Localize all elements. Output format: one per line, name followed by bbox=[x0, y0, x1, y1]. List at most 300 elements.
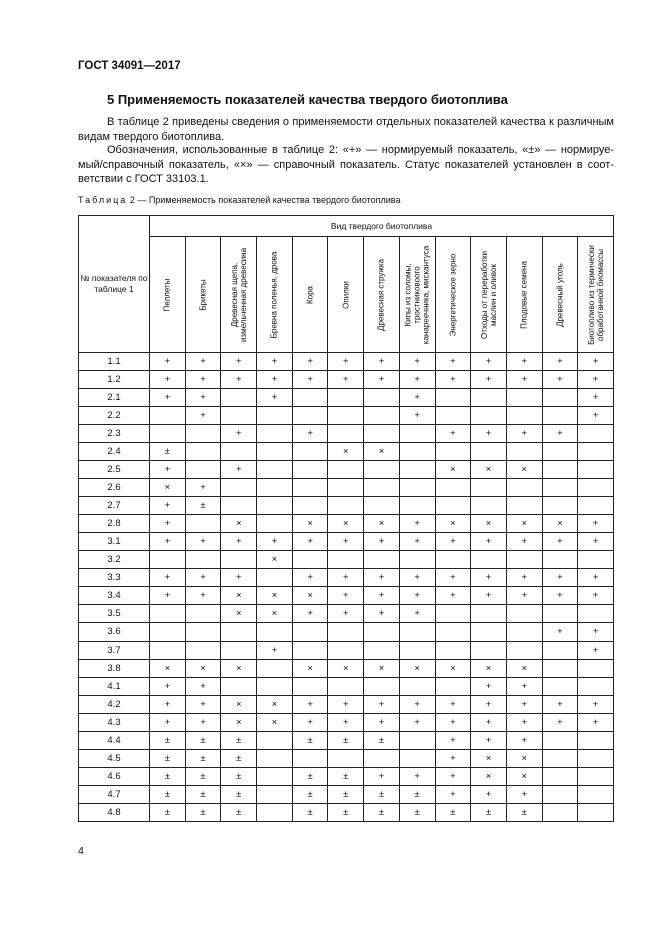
table-cell: + bbox=[506, 785, 542, 803]
table-cell: + bbox=[185, 389, 221, 407]
table-cell: + bbox=[542, 695, 578, 713]
table-cell: + bbox=[471, 695, 507, 713]
table-cell bbox=[542, 605, 578, 623]
table-cell bbox=[221, 479, 257, 497]
table-cell bbox=[257, 407, 293, 425]
table-cell: × bbox=[471, 749, 507, 767]
table-cell bbox=[257, 767, 293, 785]
table-cell: × bbox=[506, 749, 542, 767]
table-cell bbox=[399, 461, 435, 479]
table-cell bbox=[399, 623, 435, 641]
table-cell bbox=[257, 659, 293, 677]
table-cell bbox=[185, 641, 221, 659]
table-cell bbox=[364, 749, 400, 767]
table-cell: + bbox=[506, 371, 542, 389]
table-cell: + bbox=[185, 713, 221, 731]
table-row bbox=[79, 641, 614, 659]
table-cell: + bbox=[435, 767, 471, 785]
table-cell bbox=[471, 497, 507, 515]
table-cell: + bbox=[435, 713, 471, 731]
table-cell: × bbox=[221, 713, 257, 731]
section-title: 5 Применяемость показателей качества твердого биотоплива bbox=[107, 92, 508, 107]
table-cell bbox=[435, 605, 471, 623]
table-row bbox=[79, 713, 614, 731]
table-cell bbox=[221, 623, 257, 641]
table-cell bbox=[471, 623, 507, 641]
table-cell: ± bbox=[328, 803, 364, 821]
table-row bbox=[79, 461, 614, 479]
table-row bbox=[79, 353, 614, 371]
table-cell: + bbox=[221, 371, 257, 389]
table-cell: ± bbox=[364, 731, 400, 749]
table-cell bbox=[185, 605, 221, 623]
table-cell: + bbox=[471, 713, 507, 731]
column-header-label: Пеллеты bbox=[162, 278, 172, 311]
table-cell: + bbox=[150, 515, 186, 533]
table-cell: + bbox=[578, 713, 614, 731]
row-indicator-number: 3.8 bbox=[79, 659, 150, 677]
row-indicator-number: 3.6 bbox=[79, 623, 150, 641]
table-cell bbox=[435, 641, 471, 659]
table-cell: + bbox=[542, 371, 578, 389]
table-cell bbox=[185, 623, 221, 641]
row-indicator-number: 4.6 bbox=[79, 767, 150, 785]
table-cell: + bbox=[185, 695, 221, 713]
table-cell: + bbox=[578, 533, 614, 551]
paragraph-notation: Обозначения, использованные в таблице 2: «+» — нормируемый показатель, «±» — нормируе-мый/справочный показатель, «×» — справочный показатель. Статус показателей установлен в соот-ветствии с ГОСТ 33103.1. bbox=[78, 144, 614, 185]
table-cell bbox=[435, 389, 471, 407]
table-cell bbox=[257, 497, 293, 515]
table-cell: + bbox=[435, 371, 471, 389]
table-cell: + bbox=[221, 353, 257, 371]
table-cell bbox=[292, 677, 328, 695]
table-cell: ± bbox=[364, 803, 400, 821]
table-cell: + bbox=[257, 389, 293, 407]
column-header bbox=[506, 237, 542, 353]
table-cell bbox=[399, 551, 435, 569]
table-cell: + bbox=[364, 605, 400, 623]
table-cell bbox=[542, 803, 578, 821]
table-cell bbox=[542, 659, 578, 677]
table-cell: + bbox=[435, 749, 471, 767]
table-cell: + bbox=[471, 533, 507, 551]
table-cell bbox=[435, 407, 471, 425]
table-cell: + bbox=[435, 695, 471, 713]
table-cell: ± bbox=[221, 803, 257, 821]
table-cell: × bbox=[257, 587, 293, 605]
table-cell bbox=[399, 497, 435, 515]
table-cell: + bbox=[506, 713, 542, 731]
table-cell bbox=[185, 515, 221, 533]
table-cell: + bbox=[185, 479, 221, 497]
table-cell: + bbox=[542, 587, 578, 605]
table-cell: + bbox=[471, 371, 507, 389]
table-cell bbox=[221, 407, 257, 425]
table-cell bbox=[328, 749, 364, 767]
table-cell: + bbox=[399, 533, 435, 551]
table-cell: × bbox=[399, 659, 435, 677]
table-cell: ± bbox=[150, 443, 186, 461]
table-cell: + bbox=[471, 677, 507, 695]
table-cell: + bbox=[292, 353, 328, 371]
table-cell bbox=[328, 677, 364, 695]
table-row bbox=[79, 551, 614, 569]
indicator-number-header: № показателя по таблице 1 bbox=[79, 216, 150, 353]
row-indicator-number: 4.1 bbox=[79, 677, 150, 695]
table-cell: + bbox=[471, 587, 507, 605]
table-cell: ± bbox=[185, 803, 221, 821]
table-cell: + bbox=[542, 533, 578, 551]
table-cell bbox=[399, 479, 435, 497]
table-cell bbox=[185, 425, 221, 443]
table-cell: × bbox=[435, 461, 471, 479]
table-cell: + bbox=[292, 569, 328, 587]
table-cell bbox=[542, 767, 578, 785]
table-row bbox=[79, 425, 614, 443]
table-cell: ± bbox=[328, 731, 364, 749]
table-cell: + bbox=[185, 353, 221, 371]
table-cell: + bbox=[506, 695, 542, 713]
table-cell bbox=[578, 785, 614, 803]
table-cell bbox=[292, 749, 328, 767]
table-cell: + bbox=[542, 353, 578, 371]
row-indicator-number: 3.1 bbox=[79, 533, 150, 551]
table-cell: ± bbox=[471, 803, 507, 821]
table-cell: ± bbox=[185, 497, 221, 515]
table-cell bbox=[435, 623, 471, 641]
table-cell: + bbox=[578, 695, 614, 713]
standard-number: ГОСТ 34091—2017 bbox=[78, 60, 181, 72]
table-cell bbox=[578, 731, 614, 749]
table-caption-text: 2 — Применяемость показателей качества твердого биотоплива bbox=[129, 195, 401, 205]
table-cell: + bbox=[578, 407, 614, 425]
table-cell bbox=[221, 551, 257, 569]
table-cell bbox=[542, 479, 578, 497]
table-cell: + bbox=[328, 695, 364, 713]
table-cell bbox=[399, 677, 435, 695]
table-cell: + bbox=[150, 695, 186, 713]
table-cell: + bbox=[364, 569, 400, 587]
table-row bbox=[79, 785, 614, 803]
table-cell bbox=[578, 659, 614, 677]
table-cell: + bbox=[364, 533, 400, 551]
table-cell: ± bbox=[150, 731, 186, 749]
row-indicator-number: 2.7 bbox=[79, 497, 150, 515]
table-cell: + bbox=[506, 569, 542, 587]
table-cell: × bbox=[471, 767, 507, 785]
table-cell: + bbox=[185, 407, 221, 425]
table-cell bbox=[221, 641, 257, 659]
table-row bbox=[79, 479, 614, 497]
table-row bbox=[79, 587, 614, 605]
table-cell: + bbox=[399, 569, 435, 587]
table-cell bbox=[364, 551, 400, 569]
table-cell: + bbox=[578, 641, 614, 659]
table-cell: + bbox=[292, 425, 328, 443]
table-cell bbox=[542, 641, 578, 659]
table-cell bbox=[471, 389, 507, 407]
table-cell: + bbox=[292, 371, 328, 389]
table-cell: × bbox=[221, 515, 257, 533]
table-cell bbox=[542, 731, 578, 749]
table-cell bbox=[328, 641, 364, 659]
table-cell bbox=[257, 425, 293, 443]
column-header-label: Древесная стружка bbox=[376, 258, 386, 331]
table-cell bbox=[257, 623, 293, 641]
column-header-label: Древесный уголь bbox=[555, 262, 565, 327]
table-cell: + bbox=[578, 389, 614, 407]
table-cell bbox=[578, 443, 614, 461]
table-row bbox=[79, 443, 614, 461]
row-indicator-number: 2.3 bbox=[79, 425, 150, 443]
table-cell: ± bbox=[150, 767, 186, 785]
table-cell: + bbox=[506, 587, 542, 605]
table-cell bbox=[328, 389, 364, 407]
table-cell: × bbox=[435, 515, 471, 533]
table-cell: + bbox=[435, 731, 471, 749]
table-cell: × bbox=[471, 659, 507, 677]
table-cell: + bbox=[150, 371, 186, 389]
table-cell: ± bbox=[221, 749, 257, 767]
table-cell: + bbox=[185, 587, 221, 605]
table-cell: × bbox=[506, 767, 542, 785]
table-cell bbox=[150, 623, 186, 641]
column-header bbox=[542, 237, 578, 353]
column-header-label: Отходы от переработки маслин и оливок bbox=[479, 250, 498, 339]
table-cell bbox=[257, 461, 293, 479]
table-cell bbox=[328, 623, 364, 641]
table-cell bbox=[578, 425, 614, 443]
table-cell: + bbox=[578, 587, 614, 605]
table-cell: × bbox=[471, 461, 507, 479]
table-cell: + bbox=[150, 353, 186, 371]
table-cell bbox=[328, 407, 364, 425]
table-cell bbox=[542, 389, 578, 407]
table-cell bbox=[292, 389, 328, 407]
table-cell bbox=[364, 497, 400, 515]
table-cell bbox=[542, 785, 578, 803]
column-header-label: Кипы из соломы, тростниковоого канареечника, мискантуса bbox=[403, 245, 431, 344]
table-cell bbox=[292, 479, 328, 497]
table-cell: + bbox=[257, 371, 293, 389]
table-cell: + bbox=[578, 623, 614, 641]
table-cell: + bbox=[292, 713, 328, 731]
table-cell: ± bbox=[399, 803, 435, 821]
table-cell: + bbox=[185, 533, 221, 551]
table-cell: ± bbox=[185, 731, 221, 749]
table-cell: × bbox=[257, 551, 293, 569]
table-cell: + bbox=[471, 425, 507, 443]
table-cell bbox=[578, 605, 614, 623]
table-cell: ± bbox=[292, 785, 328, 803]
table-cell bbox=[542, 407, 578, 425]
table-cell: ± bbox=[364, 785, 400, 803]
table-cell bbox=[506, 623, 542, 641]
table-cell: × bbox=[364, 515, 400, 533]
table-cell: + bbox=[257, 533, 293, 551]
row-indicator-number: 3.3 bbox=[79, 569, 150, 587]
table-cell: + bbox=[328, 587, 364, 605]
table-cell bbox=[471, 641, 507, 659]
table-cell: + bbox=[328, 371, 364, 389]
table-cell bbox=[221, 389, 257, 407]
table-cell bbox=[185, 443, 221, 461]
table-cell bbox=[257, 677, 293, 695]
table-cell: ± bbox=[221, 731, 257, 749]
table-cell: + bbox=[578, 569, 614, 587]
row-indicator-number: 3.7 bbox=[79, 641, 150, 659]
table-cell: + bbox=[221, 533, 257, 551]
table-cell: + bbox=[150, 713, 186, 731]
table-cell bbox=[435, 443, 471, 461]
table-cell bbox=[399, 731, 435, 749]
table-cell bbox=[364, 389, 400, 407]
table-cell: + bbox=[399, 713, 435, 731]
table-cell bbox=[328, 497, 364, 515]
table-cell: + bbox=[435, 425, 471, 443]
column-header-label: Биотопливо из термически обработанной биомассы bbox=[586, 244, 605, 345]
table-cell: × bbox=[506, 515, 542, 533]
table-row bbox=[79, 533, 614, 551]
table-cell bbox=[435, 497, 471, 515]
row-indicator-number: 4.5 bbox=[79, 749, 150, 767]
table-cell: + bbox=[328, 713, 364, 731]
paragraph-intro: В таблице 2 приведены сведения о применяемости отдельных показателей качества к различным видам твердого биотоплива. bbox=[78, 116, 614, 143]
biofuel-type-columns-row bbox=[79, 237, 614, 353]
table-cell bbox=[399, 749, 435, 767]
table-header-row bbox=[79, 216, 614, 237]
table-cell bbox=[364, 461, 400, 479]
table-cell: × bbox=[328, 443, 364, 461]
table-cell: + bbox=[578, 353, 614, 371]
table-cell: + bbox=[542, 425, 578, 443]
table-cell: ± bbox=[221, 785, 257, 803]
table-cell: × bbox=[221, 587, 257, 605]
table-cell: ± bbox=[221, 767, 257, 785]
table-cell bbox=[150, 641, 186, 659]
table-cell bbox=[399, 641, 435, 659]
table-cell: + bbox=[364, 353, 400, 371]
table-cell: + bbox=[435, 785, 471, 803]
table-cell: + bbox=[150, 677, 186, 695]
row-indicator-number: 2.8 bbox=[79, 515, 150, 533]
table-cell bbox=[364, 407, 400, 425]
table-cell bbox=[150, 425, 186, 443]
table-cell bbox=[292, 461, 328, 479]
table-cell bbox=[506, 389, 542, 407]
table-cell: + bbox=[150, 587, 186, 605]
applicability-table bbox=[78, 215, 614, 822]
table-cell: × bbox=[221, 695, 257, 713]
row-indicator-number: 3.2 bbox=[79, 551, 150, 569]
table-cell: + bbox=[578, 515, 614, 533]
table-cell: + bbox=[399, 407, 435, 425]
page-number: 4 bbox=[78, 845, 84, 857]
table-cell bbox=[578, 749, 614, 767]
table-cell bbox=[150, 407, 186, 425]
table-cell bbox=[506, 551, 542, 569]
table-row bbox=[79, 731, 614, 749]
column-header-label: Брикеты bbox=[198, 278, 208, 311]
table-cell: × bbox=[364, 659, 400, 677]
table-row bbox=[79, 569, 614, 587]
table-cell bbox=[364, 479, 400, 497]
table-cell: ± bbox=[292, 767, 328, 785]
table-cell: + bbox=[506, 677, 542, 695]
table-row bbox=[79, 389, 614, 407]
row-indicator-number: 3.4 bbox=[79, 587, 150, 605]
table-cell bbox=[257, 749, 293, 767]
table-cell: ± bbox=[185, 749, 221, 767]
row-indicator-number: 2.4 bbox=[79, 443, 150, 461]
table-cell: ± bbox=[328, 785, 364, 803]
table-cell bbox=[292, 623, 328, 641]
table-cell bbox=[542, 461, 578, 479]
column-header bbox=[185, 237, 221, 353]
table-cell bbox=[506, 641, 542, 659]
table-cell bbox=[506, 497, 542, 515]
table-cell bbox=[471, 479, 507, 497]
table-cell bbox=[328, 425, 364, 443]
table-cell: × bbox=[257, 713, 293, 731]
table-cell bbox=[257, 479, 293, 497]
table-cell: + bbox=[435, 353, 471, 371]
table-cell: + bbox=[471, 731, 507, 749]
column-header bbox=[364, 237, 400, 353]
table-cell: + bbox=[221, 461, 257, 479]
table-cell: + bbox=[435, 587, 471, 605]
table-cell bbox=[506, 407, 542, 425]
column-header-label: Древесная щепа, измельченная древесина bbox=[229, 247, 248, 342]
table-cell bbox=[292, 497, 328, 515]
row-indicator-number: 4.4 bbox=[79, 731, 150, 749]
column-header bbox=[292, 237, 328, 353]
table-cell bbox=[542, 677, 578, 695]
table-cell: + bbox=[399, 767, 435, 785]
table-cell bbox=[578, 479, 614, 497]
table-row bbox=[79, 515, 614, 533]
table-cell bbox=[435, 677, 471, 695]
column-header bbox=[257, 237, 293, 353]
table-cell bbox=[435, 479, 471, 497]
table-cell: ± bbox=[292, 731, 328, 749]
table-cell: ± bbox=[150, 749, 186, 767]
table-cell: + bbox=[364, 695, 400, 713]
table-cell bbox=[364, 623, 400, 641]
table-cell bbox=[292, 551, 328, 569]
table-row bbox=[79, 767, 614, 785]
table-cell: × bbox=[506, 461, 542, 479]
table-cell: ± bbox=[150, 803, 186, 821]
column-header-label: Бревна поленья, дрова bbox=[269, 251, 279, 338]
table-cell bbox=[578, 497, 614, 515]
row-indicator-number: 4.3 bbox=[79, 713, 150, 731]
table-cell: + bbox=[328, 533, 364, 551]
table-cell: + bbox=[150, 569, 186, 587]
column-header bbox=[328, 237, 364, 353]
table-cell: + bbox=[399, 605, 435, 623]
table-cell: × bbox=[150, 659, 186, 677]
column-header-label: Энергетическое зерно bbox=[448, 253, 458, 336]
table-cell: × bbox=[185, 659, 221, 677]
row-indicator-number: 2.6 bbox=[79, 479, 150, 497]
row-indicator-number: 2.5 bbox=[79, 461, 150, 479]
table-cell: × bbox=[292, 515, 328, 533]
column-header-label: Плодовые семена bbox=[519, 260, 529, 329]
table-cell: × bbox=[150, 479, 186, 497]
table-cell: + bbox=[221, 425, 257, 443]
table-row bbox=[79, 407, 614, 425]
